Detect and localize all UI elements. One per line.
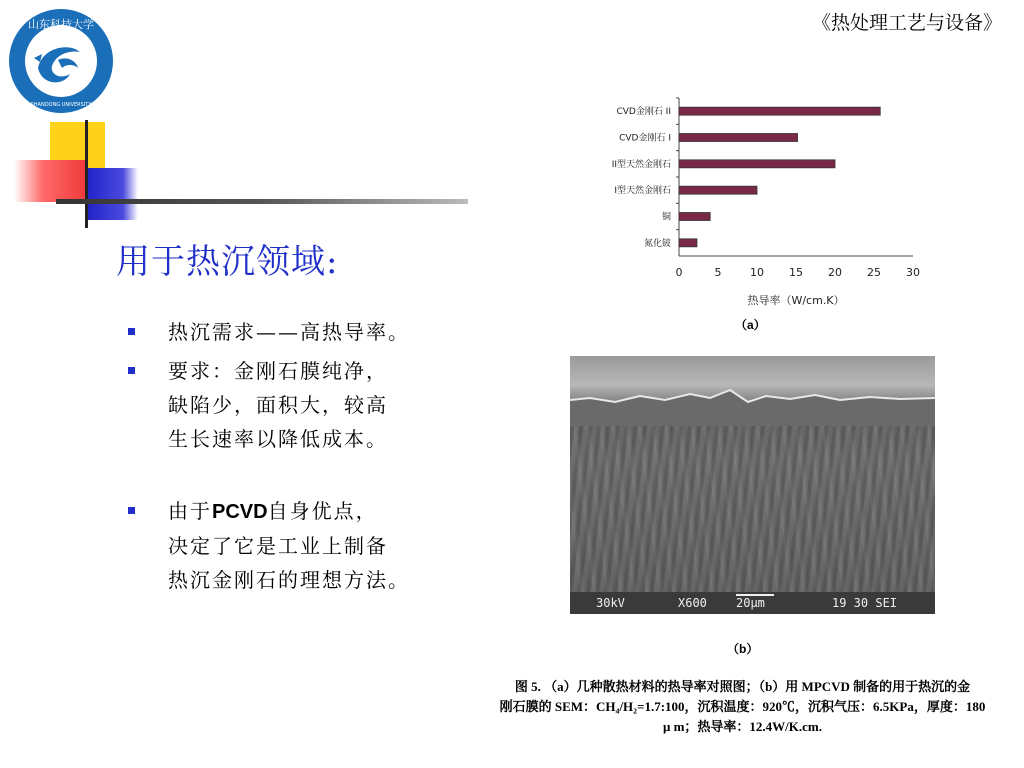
course-title: 《热处理工艺与设备》 [811,12,1002,34]
sem-voltage: 30kV [596,596,625,610]
bullet-list [128,315,458,597]
bullet-line: 缺陷少，面积大，较高 [168,393,388,417]
chart-x-tick-label: 30 [906,266,920,279]
chart-x-tick-label: 15 [789,266,803,279]
deco-vertical-line [85,120,88,228]
chart-category-label: CVD金刚石 I [619,133,671,144]
sem-magnification: X600 [678,596,707,610]
chart-bar [679,134,798,142]
caption-line: μ m；热导率：12.4W/K.cm. [662,719,823,734]
university-logo [8,8,114,114]
svg-text:SHANDONG UNIVERSITY: SHANDONG UNIVERSITY [30,102,92,108]
bullet-item [128,494,458,597]
sem-micrograph [570,356,935,614]
chart-category-label: I型天然金刚石 [614,186,671,197]
bullet-line [168,494,458,529]
chart-category-label: II型天然金刚石 [611,159,671,170]
sem-surface-ridge [570,386,935,426]
chart-bar [679,107,880,115]
chart-category-label: 氮化铍 [643,238,671,249]
chart-bar [679,186,757,194]
thermal-conductivity-chart [590,92,935,307]
caption-line: 刚石膜的 SEM：CH₄/H₂=1.7:100，沉积温度：920℃，沉积气压：6.5KPa，厚度：180 [499,699,986,714]
chart-category-label: CVD金刚石 II [616,107,671,118]
chart-category-label: 铜 [661,212,671,223]
chart-x-tick-label: 0 [675,266,683,279]
chart-x-label: 热导率（W/cm.K） [747,294,845,307]
bullet-line: 要求：金刚石膜纯净， [168,359,388,383]
deco-horizontal-line [56,199,468,204]
bullet-line: 生长速率以降低成本。 [168,427,388,451]
chart-x-tick-label: 5 [714,266,722,279]
chart-x-tick-label: 25 [867,266,881,279]
bullet-line: 决定了它是工业上制备 [168,534,388,558]
bullet-bold-term: PCVD [212,501,268,523]
figure-label-b: （b） [727,642,759,656]
bullet-prefix: 由于 [168,499,212,523]
bullet-suffix: 自身优点， [267,499,378,523]
caption-line: 图 5. （a）几种散热材料的热导率对照图；（b）用 MPCVD 制备的用于热沉的金 [514,679,971,694]
bullet-item [128,315,458,349]
sem-scale: 20μm [736,596,765,610]
bullet-square-icon [128,328,135,335]
bullet-item [128,354,458,456]
deco-blue-block [88,168,138,220]
chart-x-tick-label: 20 [828,266,842,279]
bullet-line: 热沉需求——高热导率。 [168,320,410,344]
chart-bar [679,239,697,247]
slide-heading: 用于热沉领域: [116,242,339,282]
sem-stamp: 19 30 SEI [832,596,898,610]
chart-x-tick-label: 10 [750,266,764,279]
svg-text:山东科技大学: 山东科技大学 [28,18,94,31]
bullet-square-icon [128,507,135,514]
chart-bar [679,160,835,168]
bullet-line: 热沉金刚石的理想方法。 [168,568,410,592]
figure-caption [470,677,1015,737]
deco-red-block [14,160,86,202]
figure-label-a: （a） [735,318,766,332]
chart-bar [679,213,710,221]
bullet-square-icon [128,367,135,374]
sem-info-bar [570,592,935,614]
